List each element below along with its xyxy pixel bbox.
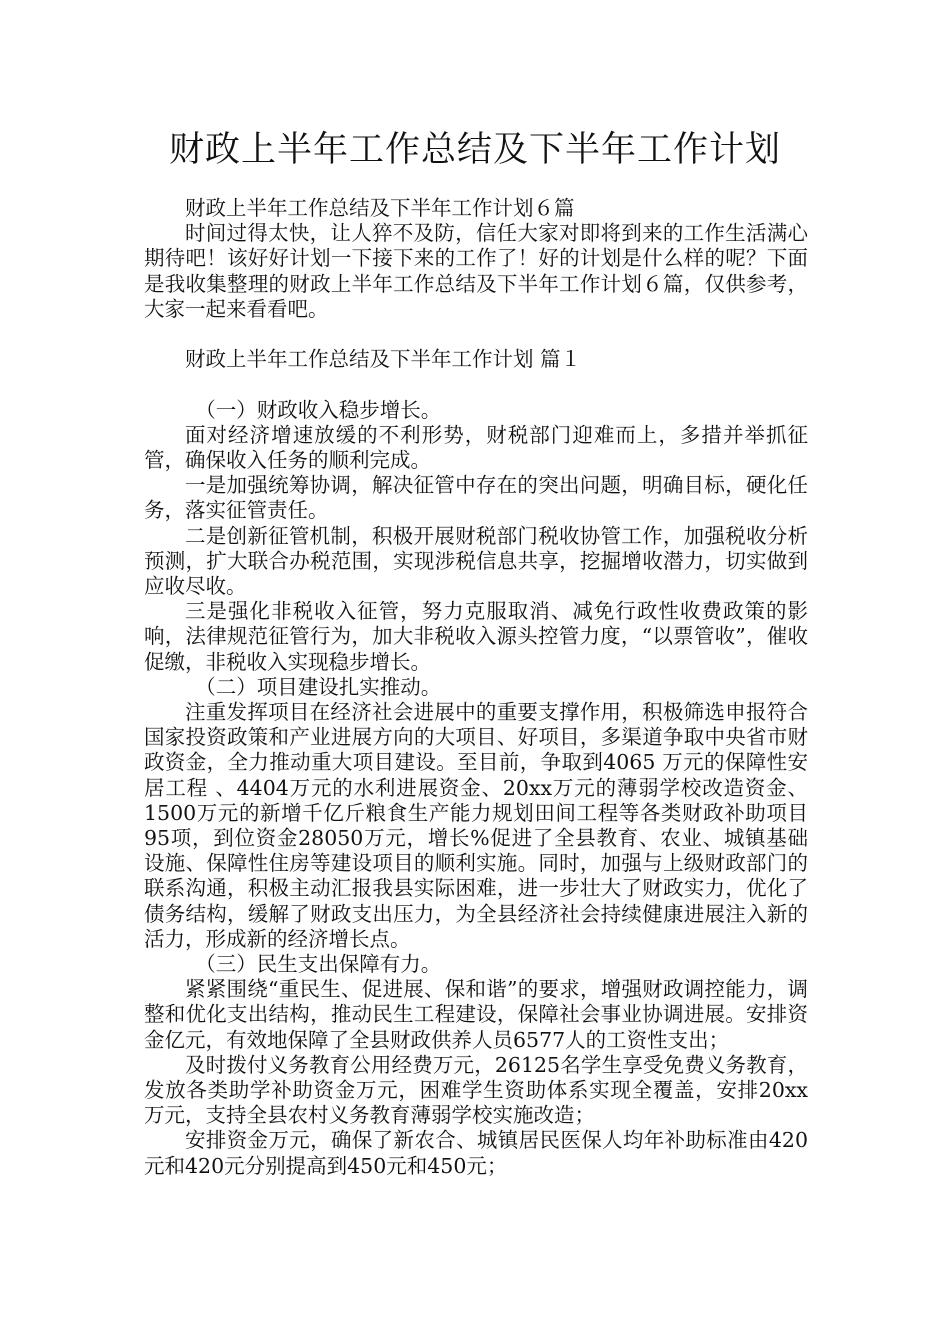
subheading-projects: （二）项目建设扎实推动。 <box>195 674 442 699</box>
section-heading: 财政上半年工作总结及下半年工作计划 篇１ <box>185 347 582 372</box>
subheading-revenue: （一）财政收入稳步增长。 <box>195 397 442 422</box>
document-body <box>144 196 808 1179</box>
subtitle-paragraph: 财政上半年工作总结及下半年工作计划６篇 <box>185 196 575 220</box>
body-paragraph: 注重发挥项目在经济社会进展中的重要支撑作用，积极筛选申报符合国家投资政策和产业进展方向的大项目、好项目，多渠道争取中央省市财政资金，全力推动重大项目建设。至目前，争取到4065 万元的保障性安居工程 、4404万元的水利进展资金、20xx万元的薄弱学校改造资金、1500万元的新增千亿斤粮食生产能力规划田间工程等各类财政补助项目95项，到位资金28050万元，增长%促进了全县教育、农业、城镇基础设施、保障性住房等建设项目的顺利实施。同时，加强与上级财政部门的联系沟通，积极主动汇报我县实际困难，进一步壮大了财政实力，优化了债务结构，缓解了财政支出压力，为全县经济社会持续健康进展注入新的活力，形成新的经济增长点。 <box>144 700 808 951</box>
body-paragraph: 二是创新征管机制，积极开展财税部门税收协管工作，加强税收分析预测，扩大联合办税范围，实现涉税信息共享，挖掘增收潜力，切实做到应收尽收。 <box>144 523 808 599</box>
body-paragraph: 安排资金万元，确保了新农合、城镇居民医保人均年补助标准由420元和420元分别提高到450元和450元； <box>144 1128 808 1178</box>
body-paragraph: 及时拨付义务教育公用经费万元，26125名学生享受免费义务教育，发放各类助学补助资金万元，困难学生资助体系实现全覆盖，安排20xx万元，支持全县农村义务教育薄弱学校实施改造； <box>144 1052 808 1128</box>
document-title: 财政上半年工作总结及下半年工作计划 <box>168 130 781 170</box>
intro-paragraph: 时间过得太快，让人猝不及防，信任大家对即将到来的工作生活满心期待吧！该好好计划一下接下来的工作了！好的计划是什么样的呢？下面是我收集整理的财政上半年工作总结及下半年工作计划６篇，仅供参考，大家一起来看看吧。 <box>144 221 808 321</box>
body-paragraph: 三是强化非税收入征管，努力克服取消、减免行政性收费政策的影响，法律规范征管行为，加大非税收入源头控管力度，“以票管收”，催收促缴，非税收入实现稳步增长。 <box>144 599 808 674</box>
body-paragraph: 面对经济增速放缓的不利形势，财税部门迎难而上，多措并举抓征管，确保收入任务的顺利完成。 <box>144 422 808 472</box>
subheading-livelihood: （三）民生支出保障有力。 <box>195 952 442 977</box>
body-paragraph: 紧紧围绕“重民生、促进展、保和谐”的要求，增强财政调控能力，调整和优化支出结构，推动民生工程建设，保障社会事业协调进展。安排资金亿元，有效地保障了全县财政供养人员6577人的工资性支出； <box>144 977 808 1052</box>
body-paragraph: 一是加强统筹协调，解决征管中存在的突出问题，明确目标，硬化任务，落实征管责任。 <box>144 473 808 523</box>
